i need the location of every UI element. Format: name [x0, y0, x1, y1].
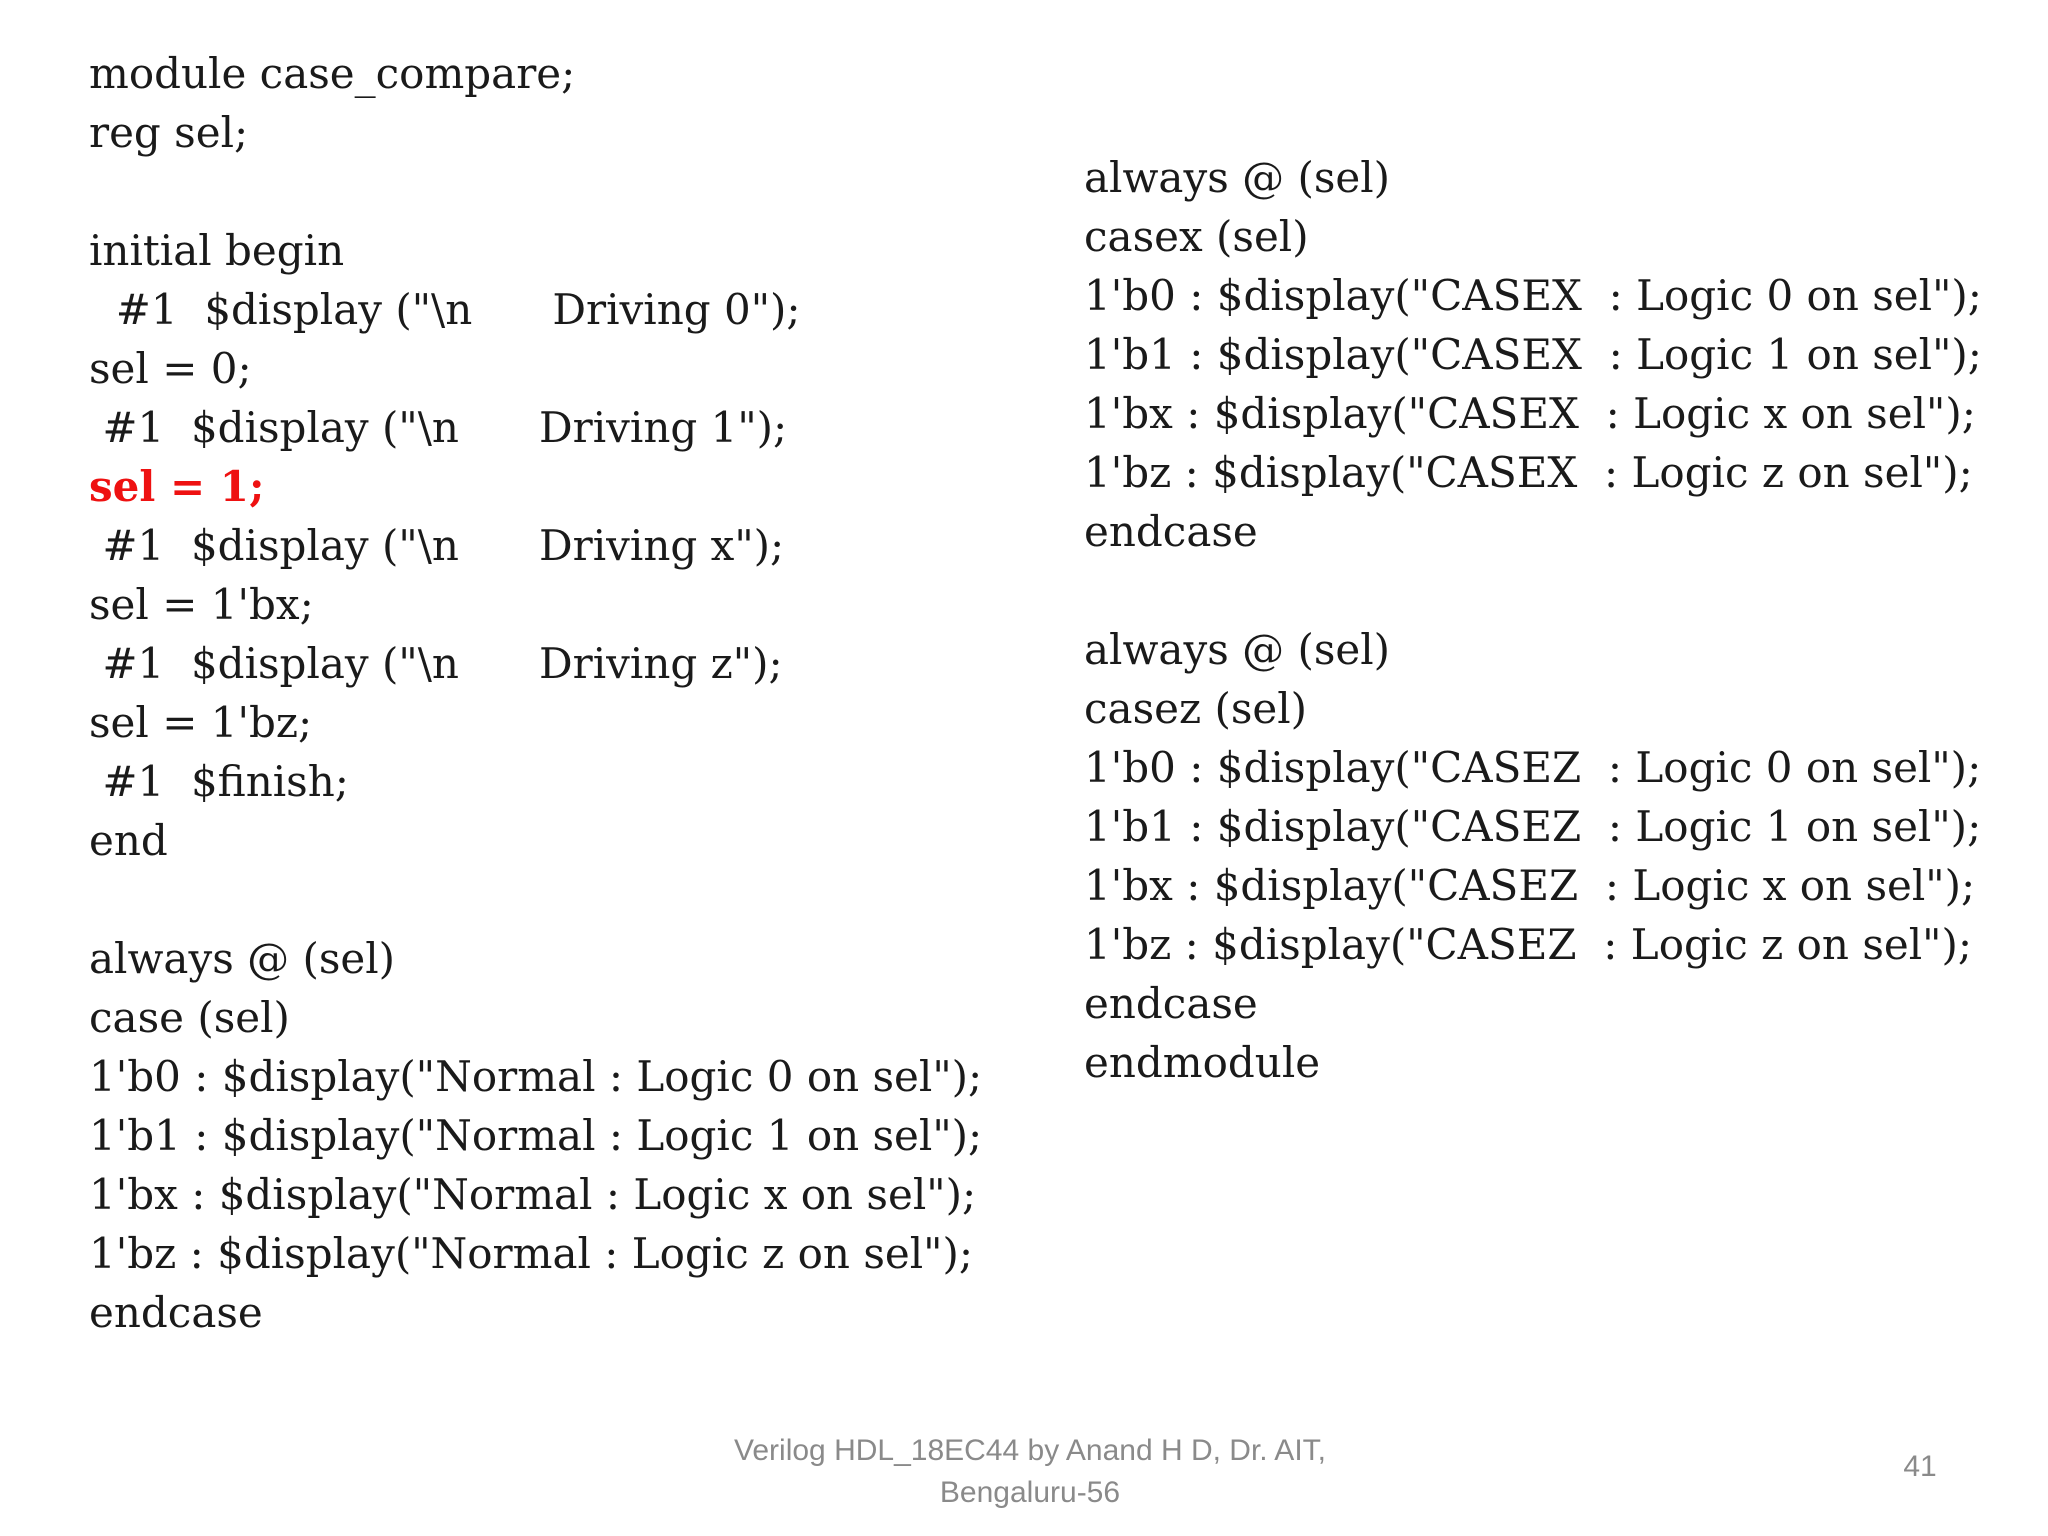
code-line: endmodule: [1084, 1038, 1321, 1087]
left-code-block: [89, 44, 982, 1342]
code-line: endcase: [1084, 979, 1258, 1028]
code-line: reg sel;: [89, 108, 249, 157]
code-line: 1'bz : $display("CASEZ : Logic z on sel");: [1084, 920, 1973, 969]
code-line: always @ (sel): [89, 934, 396, 983]
code-line: #1 $display ("\n Driving 0");: [89, 285, 801, 334]
code-line: case (sel): [89, 993, 290, 1042]
code-line: #1 $display ("\n Driving z");: [89, 639, 783, 688]
code-line: 1'bz : $display("CASEX : Logic z on sel");: [1084, 448, 1973, 497]
code-line: 1'b0 : $display("CASEZ : Logic 0 on sel");: [1084, 743, 1982, 792]
page-number: 41: [1903, 1450, 1937, 1483]
code-line: 1'b0 : $display("Normal : Logic 0 on sel");: [89, 1052, 983, 1101]
code-line: #1 $finish;: [89, 757, 349, 806]
code-line: module case_compare;: [89, 49, 576, 98]
code-line: 1'b0 : $display("CASEX : Logic 0 on sel");: [1084, 271, 1982, 320]
code-line: #1 $display ("\n Driving x");: [89, 521, 785, 570]
code-line: 1'bx : $display("Normal : Logic x on sel");: [89, 1170, 977, 1219]
right-code-block: [1084, 148, 1982, 1092]
code-line: casez (sel): [1084, 684, 1308, 733]
highlighted-code-line: sel = 1;: [89, 462, 265, 511]
code-line: #1 $display ("\n Driving 1");: [89, 403, 788, 452]
code-line: [1084, 561, 1982, 620]
code-line: 1'bx : $display("CASEZ : Logic x on sel");: [1084, 861, 1976, 910]
code-line: 1'b1 : $display("CASEX : Logic 1 on sel");: [1084, 330, 1982, 379]
slide-footer: [680, 1430, 1380, 1514]
code-line: casex (sel): [1084, 212, 1309, 261]
code-line: sel = 0;: [89, 344, 252, 393]
footer-line: Verilog HDL_18EC44 by Anand H D, Dr. AIT,: [734, 1434, 1326, 1467]
code-line: 1'bz : $display("Normal : Logic z on sel");: [89, 1229, 974, 1278]
code-line: end: [89, 816, 168, 865]
code-line: sel = 1'bz;: [89, 698, 313, 747]
code-line: sel = 1'bx;: [89, 580, 314, 629]
code-line: [89, 870, 982, 929]
code-line: always @ (sel): [1084, 153, 1391, 202]
code-line: [89, 162, 982, 221]
footer-line: Bengaluru-56: [939, 1476, 1121, 1509]
code-line: 1'bx : $display("CASEX : Logic x on sel");: [1084, 389, 1976, 438]
code-line: initial begin: [89, 226, 345, 275]
code-line: endcase: [1084, 507, 1258, 556]
code-line: always @ (sel): [1084, 625, 1391, 674]
code-line: 1'b1 : $display("Normal : Logic 1 on sel");: [89, 1111, 983, 1160]
code-line: 1'b1 : $display("CASEZ : Logic 1 on sel");: [1084, 802, 1982, 851]
code-line: endcase: [89, 1288, 263, 1337]
